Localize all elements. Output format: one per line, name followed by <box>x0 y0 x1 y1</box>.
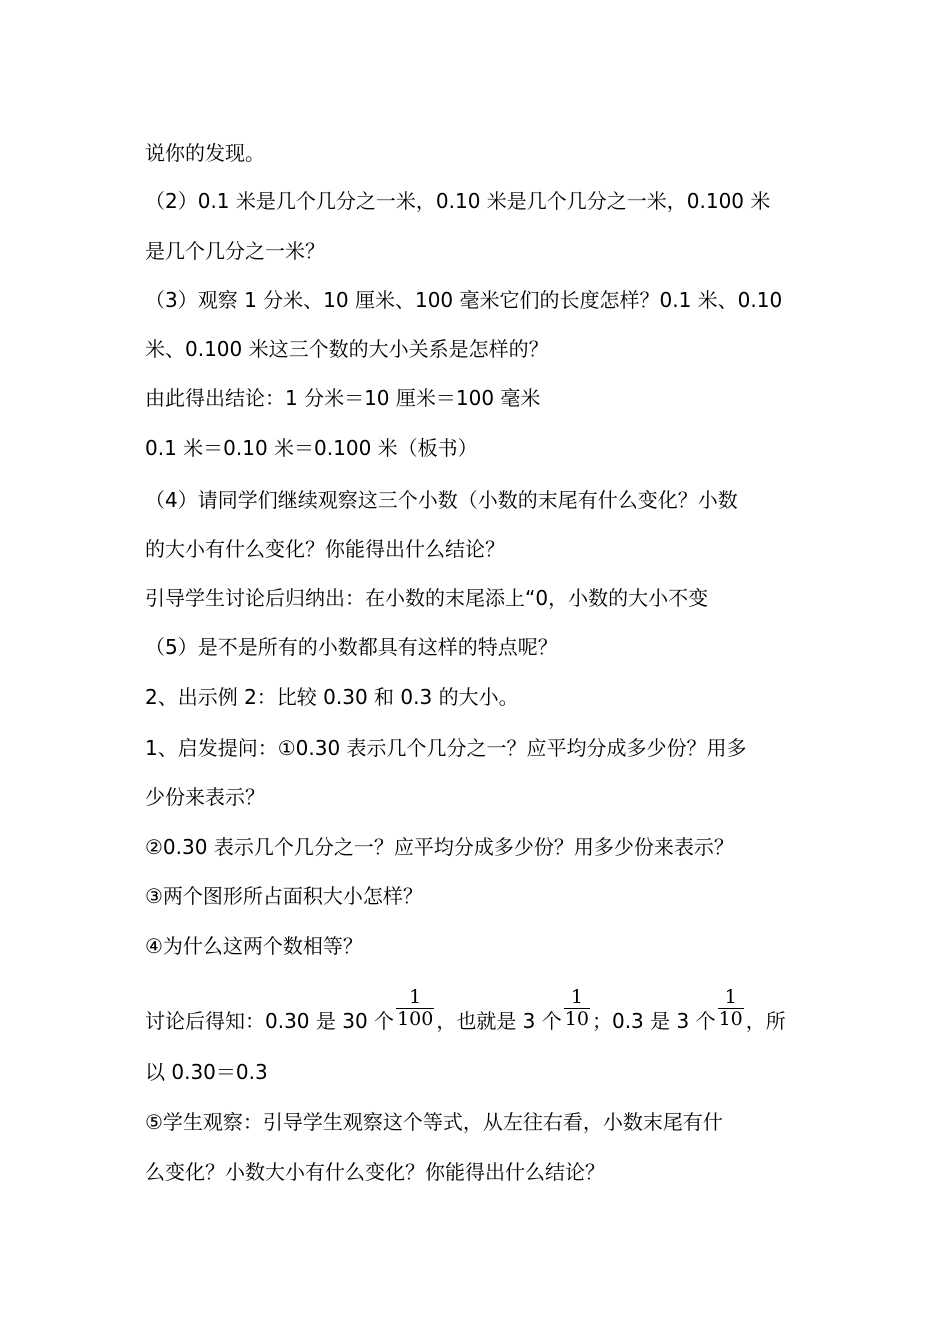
fraction-numerator: 1 <box>396 987 434 1009</box>
text-line: 的大小有什么变化？你能得出什么结论？ <box>145 537 505 561</box>
conclusion-line <box>145 986 786 1044</box>
text-line: 1、启发提问：①0.30 表示几个几分之一？应平均分成多少份？用多 <box>145 736 747 760</box>
conclusion-text: 讨论后得知：0.30 是 30 个 <box>145 1009 395 1033</box>
text-line: ④为什么这两个数相等？ <box>145 934 363 958</box>
conclusion-text: ，所 <box>745 1009 786 1033</box>
fraction-numerator: 1 <box>718 987 744 1009</box>
text-line: 少份来表示？ <box>145 785 265 809</box>
text-line: ③两个图形所占面积大小怎样？ <box>145 884 423 908</box>
text-line: （5）是不是所有的小数都具有这样的特点呢？ <box>145 635 558 659</box>
fraction-denominator: 100 <box>397 1008 434 1030</box>
text-line: （4）请同学们继续观察这三个小数（小数的末尾有什么变化？小数 <box>145 488 738 512</box>
text-line: ②0.30 表示几个几分之一？应平均分成多少份？用多少份来表示？ <box>145 835 734 859</box>
fraction-numerator: 1 <box>564 987 590 1009</box>
conclusion-line-2: 以 0.30＝0.3 <box>145 1060 268 1084</box>
text-line: 0.1 米＝0.10 米＝0.100 米（板书） <box>145 436 478 460</box>
text-line: 么变化？小数大小有什么变化？你能得出什么结论？ <box>145 1160 605 1184</box>
fraction-one-tenth <box>564 987 590 1030</box>
text-line: 米、0.100 米这三个数的大小关系是怎样的？ <box>145 337 549 361</box>
text-line: 引导学生讨论后归纳出：在小数的末尾添上“0，小数的大小不变 <box>145 586 709 610</box>
text-line: 是几个几分之一米？ <box>145 239 325 263</box>
text-line: 由此得出结论：1 分米＝10 厘米＝100 毫米 <box>145 386 541 410</box>
conclusion-text: ，也就是 3 个 <box>436 1009 562 1033</box>
fraction-one-tenth <box>718 987 744 1030</box>
text-line: 说你的发现。 <box>145 141 265 165</box>
text-line: （3）观察 1 分米、10 厘米、100 毫米它们的长度怎样？0.1 米、0.10 <box>145 288 783 312</box>
text-line: 2、出示例 2：比较 0.30 和 0.3 的大小。 <box>145 685 519 709</box>
fraction-denominator: 10 <box>564 1008 589 1030</box>
text-line: ⑤学生观察：引导学生观察这个等式，从左往右看，小数末尾有什 <box>145 1110 723 1134</box>
conclusion-text: ；0.3 是 3 个 <box>591 1009 716 1033</box>
text-line: （2）0.1 米是几个几分之一米，0.10 米是几个几分之一米，0.100 米 <box>145 189 771 213</box>
fraction-one-hundredth <box>396 987 434 1030</box>
fraction-denominator: 10 <box>718 1008 743 1030</box>
